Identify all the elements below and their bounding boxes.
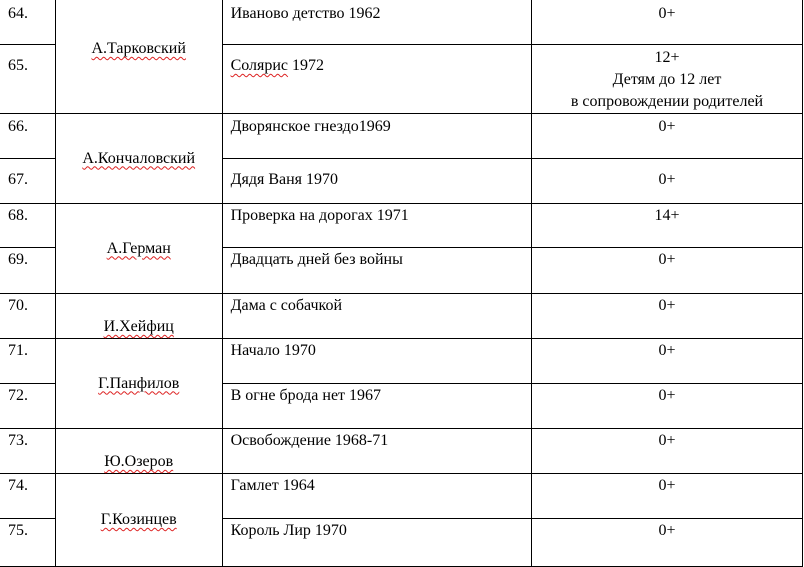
director-cell	[55, 429, 222, 474]
table-row	[0, 339, 803, 384]
director-name: А.Тарковский	[91, 40, 186, 57]
director-name: Г.Панфилов	[98, 374, 180, 392]
film-title: Начало 1970	[222, 339, 531, 384]
film-title: Дама с собачкой	[222, 294, 531, 339]
film-title: Гамлет 1964	[222, 474, 531, 519]
age-rating: 0+	[531, 474, 802, 519]
age-rating: 0+	[531, 429, 802, 474]
row-number: 72.	[0, 384, 55, 429]
age-rating-cell	[531, 45, 802, 114]
film-title-year: 1972	[288, 57, 325, 74]
table-row	[0, 294, 803, 339]
age-rating: 14+	[531, 204, 802, 248]
age-rating: 0+	[531, 0, 802, 45]
row-number: 67.	[0, 159, 55, 204]
row-number: 75.	[0, 519, 55, 567]
film-title: Двадцать дней без войны	[222, 248, 531, 294]
director-name: Г.Козинцев	[100, 511, 177, 528]
film-title: Проверка на дорогах 1971	[222, 204, 531, 248]
row-number: 66.	[0, 114, 55, 159]
row-number: 65.	[0, 45, 55, 114]
director-name: А.Герман	[106, 239, 171, 257]
age-note: Детям до 12 лет	[612, 71, 722, 88]
film-title: Дворянское гнездо1969	[222, 114, 531, 159]
director-name: Ю.Озеров	[104, 453, 174, 470]
age-rating: 12+	[654, 49, 680, 66]
director-cell	[55, 339, 222, 429]
age-rating: 0+	[531, 294, 802, 339]
director-name: А.Кончаловский	[82, 149, 196, 167]
row-number: 64.	[0, 0, 55, 45]
film-title: Король Лир 1970	[222, 519, 531, 567]
table-row	[0, 474, 803, 519]
row-number: 68.	[0, 204, 55, 248]
director-cell	[55, 0, 222, 114]
age-rating: 0+	[531, 248, 802, 294]
director-cell	[55, 204, 222, 294]
film-title: Иваново детство 1962	[222, 0, 531, 45]
row-number: 74.	[0, 474, 55, 519]
film-title: В огне брода нет 1967	[222, 384, 531, 429]
film-title: Освобождение 1968-71	[222, 429, 531, 474]
age-rating: 0+	[531, 114, 802, 159]
director-name: И.Хейфиц	[103, 318, 174, 335]
age-rating: 0+	[531, 339, 802, 384]
row-number: 70.	[0, 294, 55, 339]
film-title	[222, 45, 531, 114]
director-cell	[55, 114, 222, 204]
table-row	[0, 114, 803, 159]
director-cell	[55, 294, 222, 339]
age-rating: 0+	[531, 519, 802, 567]
table-row	[0, 204, 803, 248]
age-rating: 0+	[531, 159, 802, 204]
age-rating: 0+	[531, 384, 802, 429]
table-row	[0, 0, 803, 45]
director-cell	[55, 474, 222, 567]
row-number: 71.	[0, 339, 55, 384]
film-title-part: Солярис	[230, 57, 289, 74]
table-row	[0, 429, 803, 474]
row-number: 69.	[0, 248, 55, 294]
age-note: в сопровождении родителей	[570, 93, 764, 110]
row-number: 73.	[0, 429, 55, 474]
film-title: Дядя Ваня 1970	[222, 159, 531, 204]
